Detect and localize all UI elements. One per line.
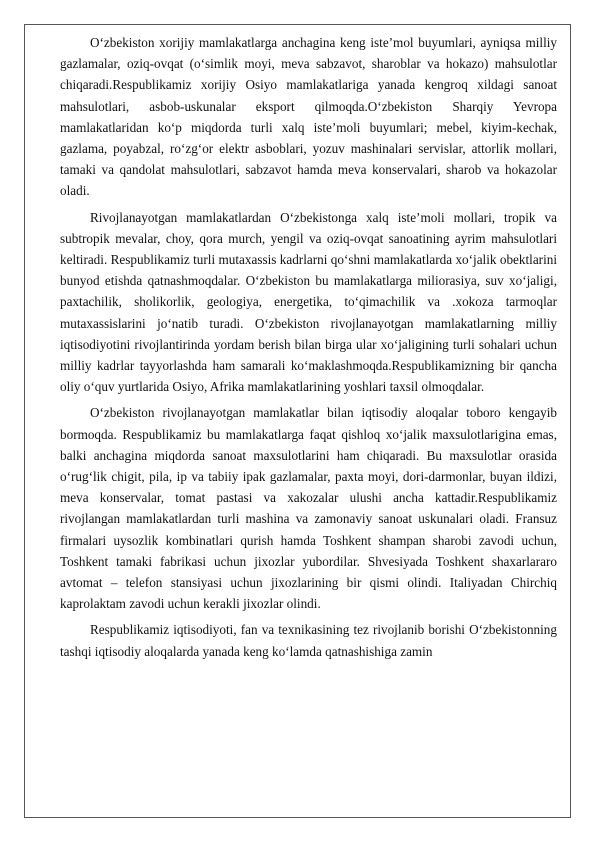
paragraph-2: Rivojlanayotgan mamlakatlardan O‘zbekistonga xalq iste’moli mollari, tropik va subtropik mevalar, choy, qora murch, yengil va oziq-ovqat sanoatining ayrim mahsulotlari keltiradi. Respublikamiz turli mutaxassis kadrlarni qo‘shni mamlakatlarda xo‘jalik obektlarini bunyod etishda qatnashmoqdalar. O‘zbekiston bu mamlakatlarga miliorasiya, suv xo‘jaligi, paxtachilik, sholikorlik, geologiya, energetika, to‘qimachilik va .xokoza tarmoqlar mutaxassislarini jo‘natib turadi. O‘zbekiston rivojlanayotgan mamlakatlarning milliy iqtisodiyotini rivojlantirinda yordam berish bilan birga ular xo‘jaligining turli sohalari uchun milliy kadrlar tayyorlashda ham samarali ko‘maklashmoqda.Respublikamizning bir qancha oliy o‘quv yurtlarida Osiyo, Afrika mamlakatlarining yoshlari taxsil olmoqdalar. [60, 209, 557, 395]
paragraph-4: Respublikamiz iqtisodiyoti, fan va texnikasining tez rivojlanib borishi O‘zbekistonning tashqi iqtisodiy aloqalarda yanada keng ko‘lamda qatnashishiga zamin [60, 622, 557, 659]
document-body [60, 32, 557, 667]
paragraph-3: O‘zbekiston rivojlanayotgan mamlakatlar bilan iqtisodiy aloqalar toboro kengayib bormoqda. Respublikamiz bu mamlakatlarga faqat qishloq xo‘jalik maxsulotlarigina emas, balki anchagina miqdorda sanoat maxsulotlarini ham chiqaradi. Bu maxsulotlar orasida o‘rug‘lik chigit, pila, ip va tabiiy ipak gazlamalar, paxta moyi, dori-darmonlar, buyan ildizi, meva konservalar, tomat pastasi va xakozalar ulushi ancha kattadir.Respublikamiz rivojlangan mamlakatlardan turli mashina va zamonaviy sanoat uskunalari oladi. Fransuz firmalari uysozlik kombinatlari qurish hamda Toshkent shampan sharobi zavodi uchun, Toshkent tamaki fabrikasi uchun jixozlar yubordilar. Shvesiyada Toshkent shaxarlararo avtomat – telefon stansiyasi uchun jixozlarining bir qismi olindi. Italiyadan Chirchiq kaprolaktam zavodi uchun kerakli jixozlar olindi. [60, 405, 557, 612]
paragraph-1: O‘zbekiston xorijiy mamlakatlarga anchagina keng iste’mol buyumlari, ayniqsa milliy gazlamalar, oziq-ovqat (o‘simlik moyi, meva sabzavot, sharoblar va hokazo) mahsulotlar chiqaradi.Respublikamiz xorijiy Osiyo mamlakatlariga yanada kengroq xildagi sanoat mahsulotlari, asbob-uskunalar eksport qilmoqda.O‘zbekiston Sharqiy Yevropa mamlakatlaridan ko‘p miqdorda turli xalq iste’moli buyumlari; mebel, kiyim-kechak, gazlama, poyabzal, ro‘zg‘or elektr asboblari, yozuv mashinalari servislar, attorlik mollari, tamaki va qandolat mahsulotlari, sabzavot hamda meva konservalari, sharob va hokazolar oladi. [60, 35, 557, 199]
